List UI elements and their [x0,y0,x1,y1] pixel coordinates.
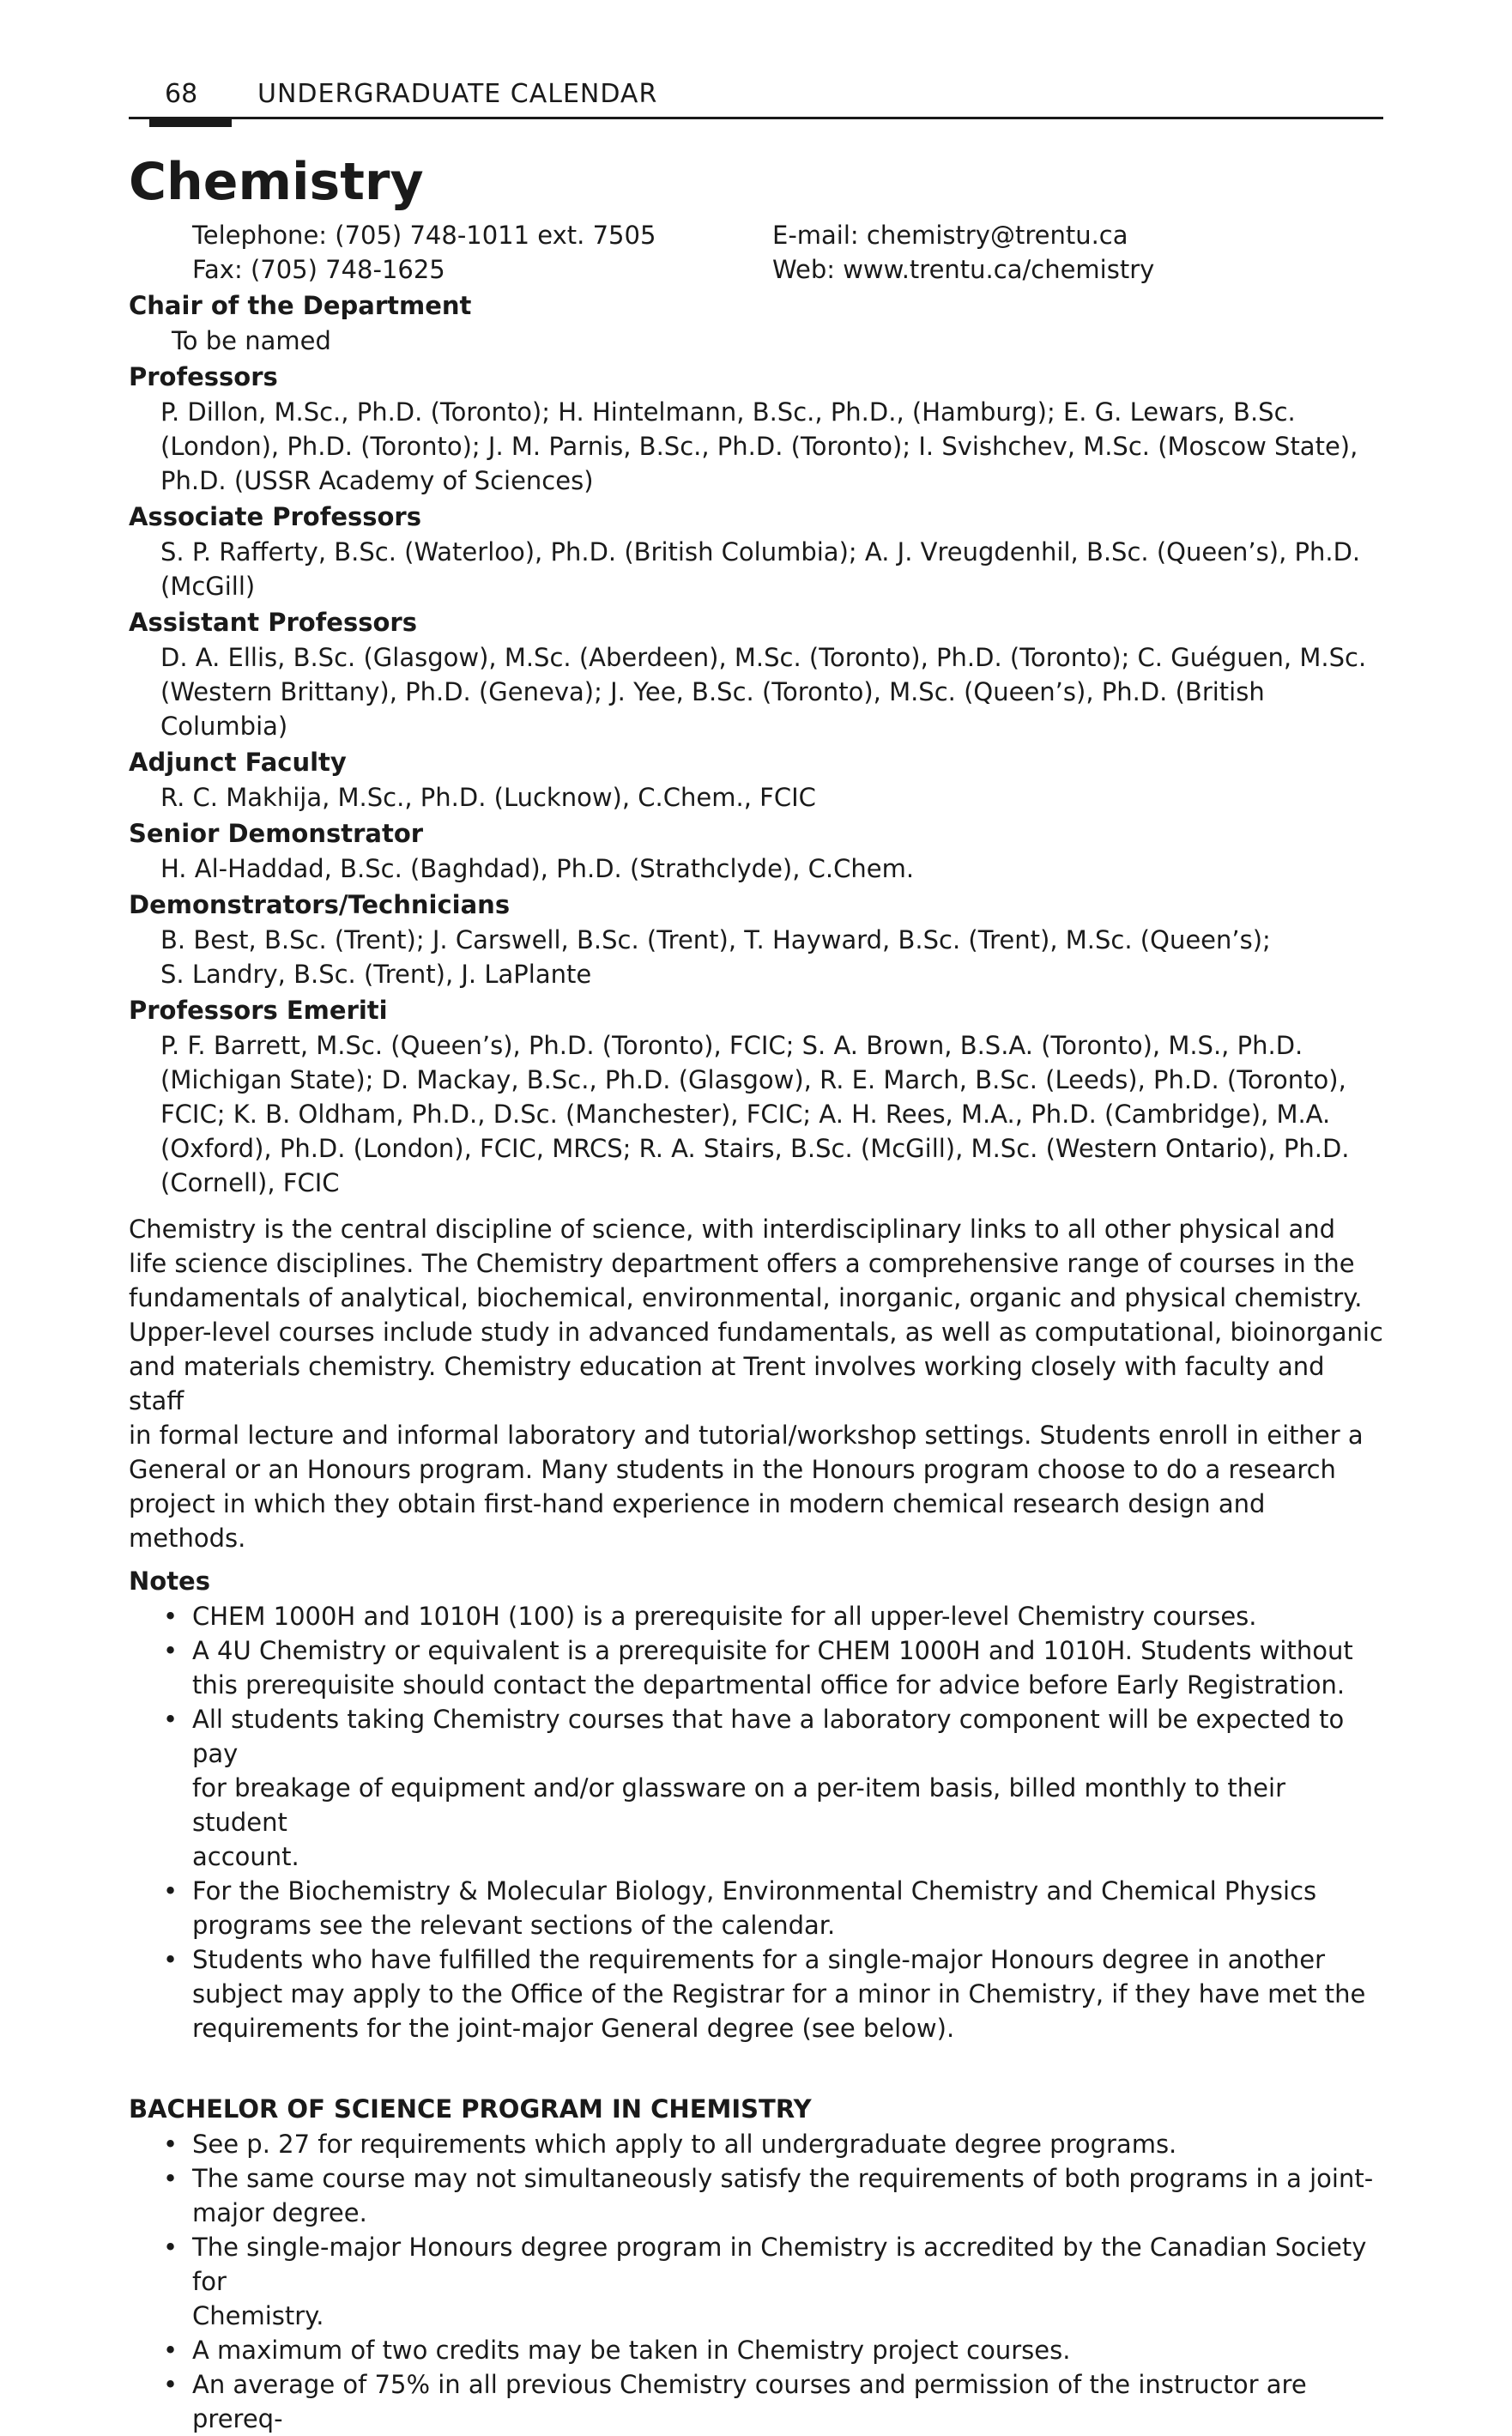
emeriti-list [160,1028,1383,1200]
list-item [129,1702,1383,1874]
demonstrators-list [160,923,1383,991]
faculty-line: (Cornell), FCIC [160,1168,340,1197]
faculty-line: D. A. Ellis, B.Sc. (Glasgow), M.Sc. (Aberdeen), M.Sc. (Toronto), Ph.D. (Toronto); C. Guéguen, M.Sc. [160,643,1367,672]
item-line: account. [192,1842,299,1871]
running-header [129,74,1383,122]
paragraph-line: fundamentals of analytical, biochemical, environmental, inorganic, organic and physical chemistry. [129,1283,1363,1312]
item-line: • Students who have fulfilled the requirements for a single-major Honours degree in another [192,1945,1326,1974]
faculty-line: H. Al-Haddad, B.Sc. (Baghdad), Ph.D. (Strathclyde), C.Chem. [160,854,915,883]
list-item [129,2230,1383,2333]
page-title: Chemistry [129,152,424,212]
paragraph-line: and materials chemistry. Chemistry education at Trent involves working closely with faculty and staff [129,1352,1325,1415]
faculty-line: (London), Ph.D. (Toronto); J. M. Parnis, B.Sc., Ph.D. (Toronto); I. Svishchev, M.Sc. (Moscow State), [160,432,1358,461]
faculty-line: FCIC; K. B. Oldham, Ph.D., D.Sc. (Manchester), FCIC; A. H. Rees, M.A., Ph.D. (Cambridge), M.A. [160,1100,1331,1129]
paragraph-line: life science disciplines. The Chemistry department offers a comprehensive range of courses in the [129,1249,1355,1278]
header-rule-tab [149,117,232,127]
item-line: • A 4U Chemistry or equivalent is a prerequisite for CHEM 1000H and 1010H. Students without [192,1636,1353,1665]
list-item [129,1599,1383,1633]
list-item [129,2333,1383,2367]
list-item [129,2367,1383,2436]
emeriti-heading: Professors Emeriti [129,996,388,1025]
paragraph-line: in formal lecture and informal laboratory and tutorial/workshop settings. Students enroll in either a [129,1421,1364,1450]
demonstrators-heading: Demonstrators/Technicians [129,890,511,919]
paragraph-line: Chemistry is the central discipline of science, with interdisciplinary links to all other physical and [129,1215,1336,1244]
fax: Fax: (705) 748-1625 [192,255,445,284]
paragraph-line: General or an Honours program. Many students in the Honours program choose to do a research [129,1455,1336,1484]
page-number: 68 [165,79,198,109]
chair-name: To be named [172,326,331,355]
faculty-line: (Western Brittany), Ph.D. (Geneva); J. Yee, B.Sc. (Toronto), M.Sc. (Queen’s), Ph.D. (British Columbia) [160,677,1265,741]
associate-professors-heading: Associate Professors [129,502,421,531]
professors-list [160,395,1383,498]
item-line: • The same course may not simultaneously satisfy the requirements of both programs in a joint- [192,2164,1374,2193]
faculty-line: (McGill) [160,572,256,601]
item-line: requirements for the joint-major General degree (see below). [192,2014,955,2043]
bsc-program-list [129,2127,1383,2436]
header-rule [129,117,1383,119]
list-item [129,1874,1383,1942]
contact-info [192,218,1383,287]
associate-professors-list [160,535,1383,603]
assistant-professors-heading: Assistant Professors [129,608,417,637]
running-title: UNDERGRADUATE CALENDAR [257,79,658,109]
intro-paragraph [129,1212,1383,1555]
list-item [129,1633,1383,1702]
faculty-line: S. Landry, B.Sc. (Trent), J. LaPlante [160,960,592,989]
faculty-line: P. Dillon, M.Sc., Ph.D. (Toronto); H. Hintelmann, B.Sc., Ph.D., (Hamburg); E. G. Lewars, B.Sc. [160,397,1296,427]
item-line: major degree. [192,2198,367,2227]
list-item [129,2161,1383,2230]
notes-heading: Notes [129,1566,210,1596]
list-item [129,1942,1383,2045]
item-line: • A maximum of two credits may be taken in Chemistry project courses. [192,2336,1071,2365]
item-line: • An average of 75% in all previous Chemistry courses and permission of the instructor are prereq- [192,2370,1307,2433]
paragraph-line: project in which they obtain first-hand experience in modern chemical research design and methods. [129,1489,1266,1553]
item-line: • The single-major Honours degree program in Chemistry is accredited by the Canadian Society for [192,2233,1367,2296]
adjunct-faculty-list [160,780,1383,815]
senior-demonstrator-heading: Senior Demonstrator [129,819,424,848]
telephone: Telephone: (705) 748-1011 ext. 7505 [192,221,656,250]
item-line: • For the Biochemistry & Molecular Biology, Environmental Chemistry and Chemical Physics [192,1876,1317,1906]
faculty-line: B. Best, B.Sc. (Trent); J. Carswell, B.Sc. (Trent), T. Hayward, B.Sc. (Trent), M.Sc. (Queen’s); [160,925,1271,954]
faculty-line: R. C. Makhija, M.Sc., Ph.D. (Lucknow), C.Chem., FCIC [160,783,816,812]
web: Web: www.trentu.ca/chemistry [772,255,1155,284]
paragraph-line: Upper-level courses include study in advanced fundamentals, as well as computational, bioinorganic [129,1318,1383,1347]
faculty-line: Ph.D. (USSR Academy of Sciences) [160,466,594,495]
item-line: this prerequisite should contact the departmental office for advice before Early Registration. [192,1670,1346,1700]
faculty-line: P. F. Barrett, M.Sc. (Queen’s), Ph.D. (Toronto), FCIC; S. A. Brown, B.S.A. (Toronto), M.S., Ph.D. [160,1031,1303,1060]
item-line: programs see the relevant sections of the calendar. [192,1911,836,1940]
item-line: • See p. 27 for requirements which apply to all undergraduate degree programs. [192,2130,1177,2159]
item-line: subject may apply to the Office of the Registrar for a minor in Chemistry, if they have met the [192,1979,1366,2009]
professors-heading: Professors [129,362,278,391]
senior-demonstrator-list [160,851,1383,886]
faculty-line: (Michigan State); D. Mackay, B.Sc., Ph.D. (Glasgow), R. E. March, B.Sc. (Leeds), Ph.D. (Toronto), [160,1065,1346,1094]
assistant-professors-list [160,640,1383,743]
faculty-line: S. P. Rafferty, B.Sc. (Waterloo), Ph.D. (British Columbia); A. J. Vreugdenhil, B.Sc. (Queen’s), Ph.D. [160,537,1361,567]
list-item [129,2127,1383,2161]
faculty-line: (Oxford), Ph.D. (London), FCIC, MRCS; R. A. Stairs, B.Sc. (McGill), M.Sc. (Western Ontario), Ph.D. [160,1134,1350,1163]
bsc-program-heading: BACHELOR OF SCIENCE PROGRAM IN CHEMISTRY [129,2094,812,2124]
email: E-mail: chemistry@trentu.ca [772,221,1128,250]
calendar-page [129,74,1383,2436]
item-line: • All students taking Chemistry courses that have a laboratory component will be expected to pay [192,1705,1345,1768]
notes-list [129,1599,1383,2045]
adjunct-faculty-heading: Adjunct Faculty [129,748,347,777]
chair-heading: Chair of the Department [129,291,472,320]
item-line: for breakage of equipment and/or glassware on a per-item basis, billed monthly to their student [192,1773,1286,1837]
item-line: • CHEM 1000H and 1010H (100) is a prerequisite for all upper-level Chemistry courses. [192,1602,1257,1631]
item-line: Chemistry. [192,2301,324,2330]
